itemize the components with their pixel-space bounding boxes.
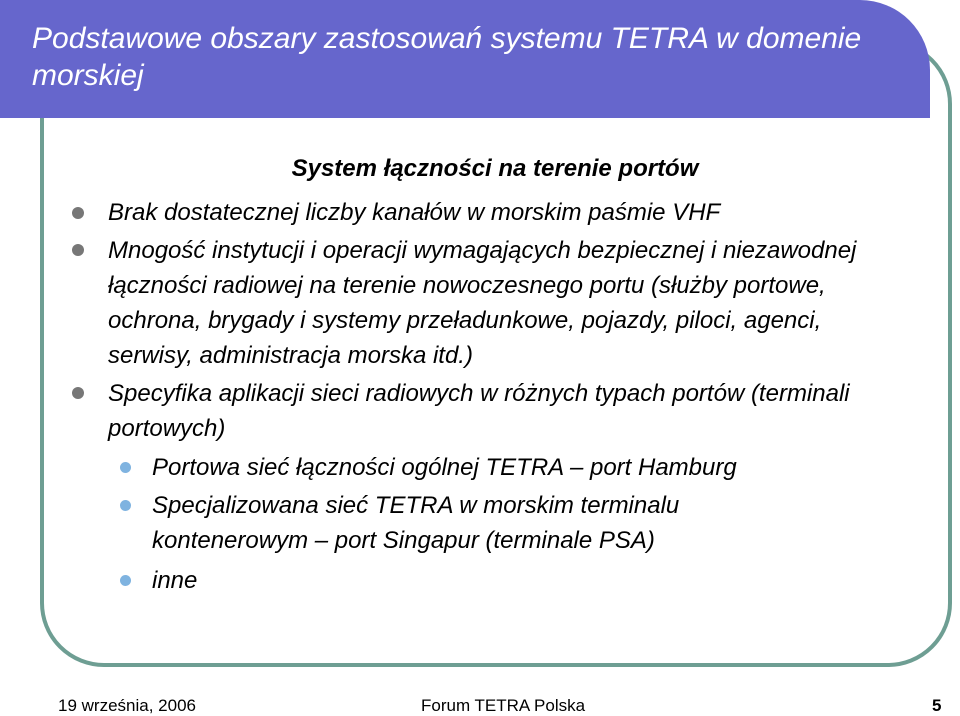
footer-date: 19 września, 2006 (58, 696, 196, 715)
bullet-icon (72, 244, 84, 256)
slide-subtitle: System łączności na terenie portów (291, 155, 699, 182)
bullet-item: Mnogość instytucji i operacji wymagających bezpiecznej i niezawodnej łączności radiowej na terenie nowoczesnego portu (służby portowe, ochrona, brygady i systemy przeładunkowe, pojazdy, piloci, agenci, serwisy, administracja morska itd.) (108, 237, 857, 369)
sub-bullet-icon (120, 500, 131, 511)
bullet-icon (72, 207, 84, 219)
bullet-item: Specyfika aplikacji sieci radiowych w różnych typach portów (terminali portowych) (108, 380, 850, 442)
sub-bullet-icon (120, 462, 131, 473)
footer-title: Forum TETRA Polska (421, 696, 586, 715)
sub-bullet-item: Specjalizowana sieć TETRA w morskim terminalu kontenerowym – port Singapur (terminale PSA) (152, 492, 680, 554)
sub-bullet-item: Portowa sieć łączności ogólnej TETRA – port Hamburg (152, 454, 737, 481)
slide-title: Podstawowe obszary zastosowań systemu TETRA w domenie morskiej (32, 22, 862, 92)
bullet-item: Brak dostatecznej liczby kanałów w morskim paśmie VHF (108, 199, 721, 226)
bullet-icon (72, 387, 84, 399)
sub-bullet-icon (120, 575, 131, 586)
page-number: 5 (932, 696, 942, 715)
sub-bullet-item: inne (152, 567, 198, 594)
